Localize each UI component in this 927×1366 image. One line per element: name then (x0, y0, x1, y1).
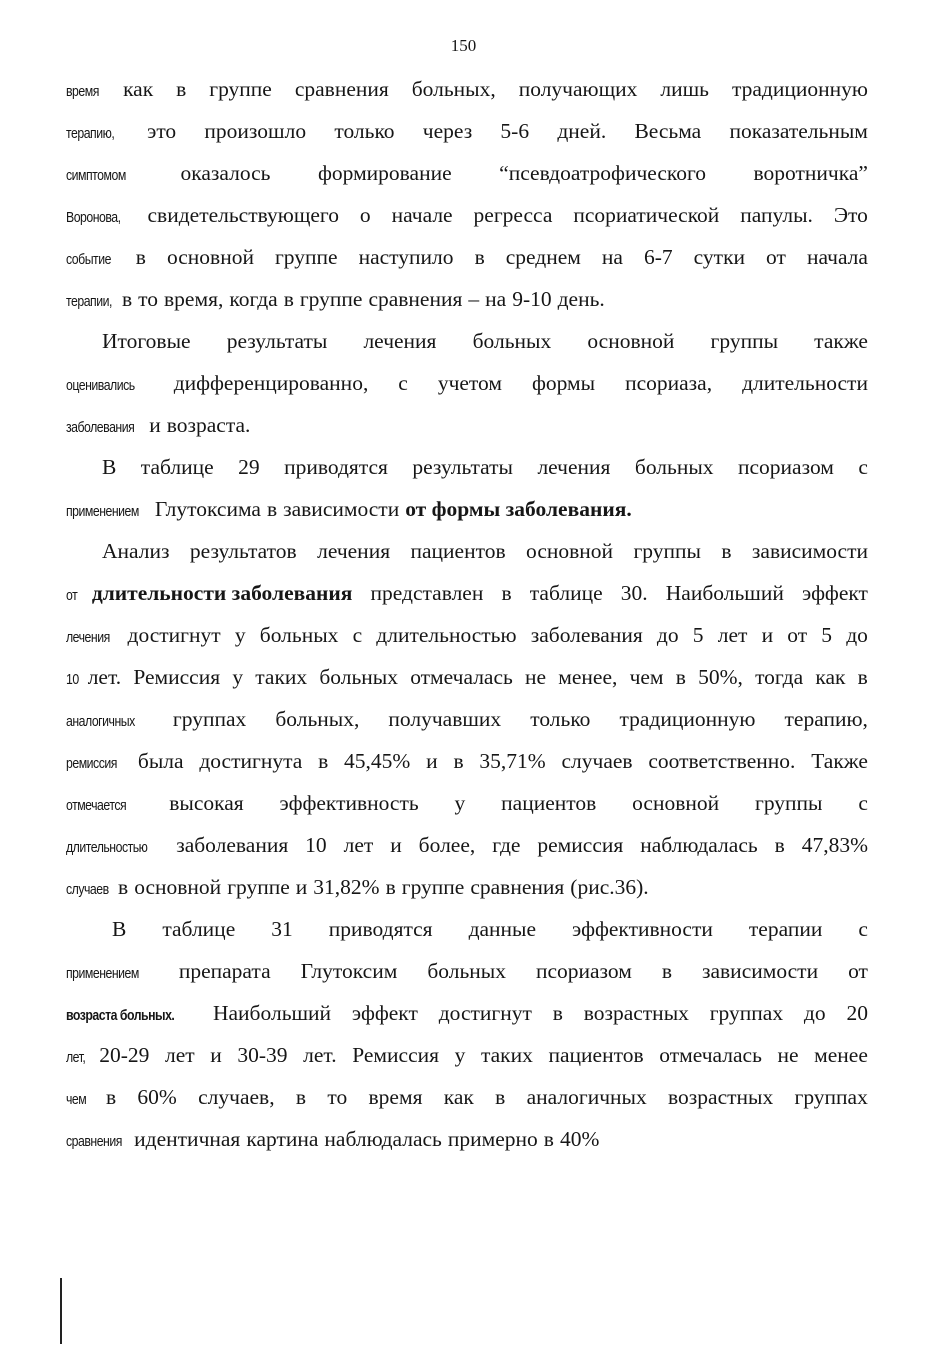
word: заболевания (66, 419, 135, 436)
word: время, (164, 287, 224, 311)
word: от формы заболевания. (405, 497, 632, 521)
word: больных, (411, 77, 496, 101)
text-line (66, 320, 868, 362)
word: представлен (370, 581, 484, 605)
word: в (118, 875, 129, 899)
word: как (815, 665, 846, 689)
word: аналогичных (526, 1085, 647, 1109)
word: группах (709, 1001, 784, 1025)
word: случаев (561, 749, 633, 773)
word: Анализ (102, 539, 170, 563)
word: зависимости (702, 959, 819, 983)
word: 29 (238, 455, 260, 479)
word: и (295, 875, 308, 899)
word: эффективность (279, 791, 419, 815)
word: сравнения (470, 875, 565, 899)
word: у (232, 665, 244, 689)
word: пациентов (501, 791, 597, 815)
word: до (803, 1001, 826, 1025)
word: Воронова, (66, 209, 121, 226)
word: длительностью (66, 839, 148, 856)
word: применением (66, 503, 139, 520)
word: то (138, 287, 159, 311)
word: в (857, 665, 868, 689)
word: традиционную (731, 77, 868, 101)
word: наблюдалась (324, 1127, 442, 1151)
page-number: 150 (450, 36, 477, 55)
word: Глутоксим (300, 959, 398, 983)
word: в (453, 749, 464, 773)
word: и (210, 1043, 222, 1067)
word: приводятся (328, 917, 433, 941)
word: основной (587, 329, 675, 353)
word: 20-29 (99, 1043, 150, 1067)
word: лет (717, 623, 748, 647)
word: примерно (447, 1127, 538, 1151)
word: группы (633, 539, 701, 563)
word: традиционную (619, 707, 756, 731)
word: основной (632, 791, 720, 815)
word: с (858, 917, 868, 941)
word: пациентов (548, 1043, 644, 1067)
word: возраста. (166, 413, 251, 437)
word: лишь (660, 77, 709, 101)
word: терапию, (784, 707, 868, 731)
word: эффективности (572, 917, 713, 941)
word: “псевдоатрофического (499, 161, 707, 185)
text-line (66, 446, 868, 488)
word: менее (814, 1043, 868, 1067)
word: высокая (169, 791, 244, 815)
word: терапии (748, 917, 823, 941)
text-line (66, 740, 868, 782)
word: лечения (317, 539, 391, 563)
word: 9-10 (512, 287, 552, 311)
word: до (846, 623, 868, 647)
word: терапию, (66, 125, 115, 142)
word: больных (472, 329, 552, 353)
word: Это (833, 203, 868, 227)
word: Глутоксима (154, 497, 261, 521)
word: зависимости (751, 539, 868, 563)
word: идентичная (134, 1127, 241, 1151)
word: сравнения (66, 1133, 122, 1150)
word: приводятся (284, 455, 388, 479)
word: в (121, 287, 133, 311)
word: 10 (305, 833, 327, 857)
word: у (454, 1043, 466, 1067)
word: в (318, 749, 329, 773)
word: ремиссия (66, 755, 117, 772)
word: В (112, 917, 127, 941)
word: начала (806, 245, 868, 269)
word: заболевания (176, 833, 289, 857)
text-line (66, 488, 868, 530)
word: формы (531, 371, 596, 395)
word: 30-39 (237, 1043, 288, 1067)
word: оказалось (180, 161, 271, 185)
word: не (525, 665, 547, 689)
word: группе (299, 287, 363, 311)
text-line (66, 530, 868, 572)
word: 10 (66, 671, 79, 688)
text-line (66, 1076, 868, 1118)
word: псориазом (535, 959, 632, 983)
text-line (66, 1034, 868, 1076)
word: лет (343, 833, 374, 857)
word: дифференцированно, (173, 371, 369, 395)
word: получавших (388, 707, 502, 731)
word: среднем (505, 245, 581, 269)
word: с (398, 371, 408, 395)
word: группы (755, 791, 823, 815)
word: где (492, 833, 521, 857)
word: чем (629, 665, 664, 689)
text-line (66, 572, 868, 614)
word: группе (209, 77, 272, 101)
word: случаев, (198, 1085, 275, 1109)
word: таких (255, 665, 308, 689)
text-line (66, 236, 868, 278)
word: Ремиссия (133, 665, 221, 689)
word: наступило (358, 245, 454, 269)
word: до (656, 623, 679, 647)
word: группах (794, 1085, 868, 1109)
word: на (485, 287, 507, 311)
text-line (66, 782, 868, 824)
text-line (66, 614, 868, 656)
word: 5-6 (500, 119, 530, 143)
word: от (66, 587, 78, 604)
word: Наибольший (212, 1001, 332, 1025)
word: это (147, 119, 177, 143)
word: в (283, 287, 294, 311)
word: таблице (529, 581, 603, 605)
word: в (176, 77, 187, 101)
text-line (66, 950, 868, 992)
word: показательным (729, 119, 868, 143)
word: не (777, 1043, 799, 1067)
word: в (385, 875, 396, 899)
word: то (327, 1085, 348, 1109)
word: аналогичных (66, 713, 135, 730)
word: группе (227, 875, 290, 899)
word: свидетельствующего (147, 203, 339, 227)
word: 6-7 (643, 245, 673, 269)
word: время (368, 1085, 423, 1109)
word: в (474, 245, 485, 269)
word: чем (66, 1091, 87, 1108)
word: таблице (140, 455, 214, 479)
word: длительности (742, 371, 868, 395)
word: достигнут (438, 1001, 532, 1025)
text-line (66, 656, 868, 698)
text-line (66, 698, 868, 740)
word: произошло (204, 119, 307, 143)
word: применением (66, 965, 139, 982)
word: более, (418, 833, 476, 857)
word: Также (811, 749, 868, 773)
word: с (352, 623, 363, 647)
text-line (66, 278, 868, 320)
text-line (66, 68, 868, 110)
word: 60% (137, 1085, 177, 1109)
word: лечения (66, 629, 110, 646)
word: больных, (275, 707, 360, 731)
word: в (675, 665, 686, 689)
word: была (137, 749, 184, 773)
text-line (66, 1118, 868, 1160)
word: через (422, 119, 473, 143)
word: менее, (558, 665, 618, 689)
word: 31,82% (313, 875, 380, 899)
word: В (102, 455, 117, 479)
word: пациентов (410, 539, 506, 563)
word: и (761, 623, 774, 647)
word: сравнения (294, 77, 389, 101)
word: воротничка” (753, 161, 868, 185)
word: в (552, 1001, 563, 1025)
word: 5 (821, 623, 833, 647)
word: 45,45% (344, 749, 411, 773)
word: группе (401, 875, 465, 899)
word: соответственно. (648, 749, 796, 773)
word: результатов (189, 539, 297, 563)
word: таких (480, 1043, 533, 1067)
word: 47,83% (801, 833, 868, 857)
word: как (123, 77, 154, 101)
word: псориаза, (625, 371, 713, 395)
word: 31 (271, 917, 293, 941)
word: учетом (437, 371, 502, 395)
word: как (443, 1085, 474, 1109)
word: 20 (846, 1001, 868, 1025)
word: на (601, 245, 623, 269)
word: псориазом (738, 455, 834, 479)
word: лет, (66, 1049, 86, 1066)
word: когда (229, 287, 278, 311)
word: в (495, 1085, 506, 1109)
word: в (721, 539, 732, 563)
text-line (66, 362, 868, 404)
word: получающих (518, 77, 638, 101)
word: Наибольший (665, 581, 784, 605)
word: основной (134, 875, 222, 899)
word: больных (427, 959, 506, 983)
word: Итоговые (102, 329, 191, 353)
word: основной (166, 245, 254, 269)
word: лечения (537, 455, 611, 479)
word: в (295, 1085, 307, 1109)
word: в (266, 497, 278, 521)
word: в (105, 1085, 117, 1109)
word: препарата (178, 959, 271, 983)
word: возрастных (668, 1085, 774, 1109)
word: эффект (801, 581, 868, 605)
word: 40% (559, 1127, 600, 1151)
word: событие (66, 251, 111, 268)
word: результаты (226, 329, 328, 353)
word: отмечалась (659, 1043, 762, 1067)
word: терапии, (66, 293, 112, 310)
word: ремиссия (537, 833, 624, 857)
word: в (501, 581, 512, 605)
word: лет. (303, 1043, 337, 1067)
text-line (66, 992, 868, 1034)
text-line (66, 194, 868, 236)
text-line (66, 908, 868, 950)
margin-line (60, 1278, 62, 1344)
word: возраста больных. (66, 1007, 175, 1024)
word: (рис.36). (570, 875, 649, 899)
word: сутки (693, 245, 746, 269)
word: больных (259, 623, 339, 647)
word: случаев (66, 881, 109, 898)
body-text (66, 68, 868, 1160)
word: и (149, 413, 161, 437)
word: начале (391, 203, 453, 227)
word: время (66, 83, 99, 100)
text-line (66, 110, 868, 152)
word: отмечается (66, 797, 127, 814)
word: тогда (755, 665, 804, 689)
word: группе (274, 245, 338, 269)
word: и (426, 749, 438, 773)
word: также (814, 329, 868, 353)
word: оценивались (66, 377, 135, 394)
word: группах (172, 707, 247, 731)
word: лечения (363, 329, 437, 353)
word: сравнения (368, 287, 463, 311)
word: с (858, 791, 868, 815)
word: от (766, 245, 786, 269)
word: отмечалась (410, 665, 513, 689)
word: в (774, 833, 785, 857)
word: псориатической (573, 203, 720, 227)
word: лет. (87, 665, 122, 689)
word: таблице (162, 917, 236, 941)
word: 35,71% (479, 749, 546, 773)
word: в (661, 959, 673, 983)
word: и (390, 833, 402, 857)
word: Ремиссия (352, 1043, 440, 1067)
word: симптомом (66, 167, 126, 184)
word: зависимости (283, 497, 400, 521)
word: результаты (412, 455, 513, 479)
word: от (787, 623, 808, 647)
word: папулы. (740, 203, 813, 227)
word: основной (526, 539, 614, 563)
word: у (454, 791, 466, 815)
word: только (334, 119, 395, 143)
word: достигнута (199, 749, 303, 773)
word: о (359, 203, 371, 227)
text-line (66, 824, 868, 866)
word: группы (710, 329, 779, 353)
word: возрастных (583, 1001, 689, 1025)
word: формирование (317, 161, 452, 185)
word: больных (319, 665, 398, 689)
word: 50%, (698, 665, 743, 689)
word: наблюдалась (640, 833, 758, 857)
word: достигнут (127, 623, 221, 647)
word: 5 (692, 623, 704, 647)
word: от (848, 959, 868, 983)
word: только (530, 707, 591, 731)
text-line (66, 404, 868, 446)
word: – (468, 287, 480, 311)
word: в (135, 245, 146, 269)
word: эффект (351, 1001, 418, 1025)
word: с (858, 455, 868, 479)
word: больных (634, 455, 714, 479)
word: лет (164, 1043, 195, 1067)
word: длительностью (376, 623, 517, 647)
text-line (66, 152, 868, 194)
word: у (234, 623, 246, 647)
word: регресса (473, 203, 553, 227)
word: заболевания (530, 623, 643, 647)
word: длительности заболевания (91, 581, 353, 605)
word: 30. (620, 581, 648, 605)
word: дней. (557, 119, 607, 143)
word: данные (468, 917, 537, 941)
word: картина (246, 1127, 319, 1151)
text-line (66, 866, 868, 908)
word: день. (557, 287, 605, 311)
word: Весьма (634, 119, 702, 143)
word: в (543, 1127, 554, 1151)
